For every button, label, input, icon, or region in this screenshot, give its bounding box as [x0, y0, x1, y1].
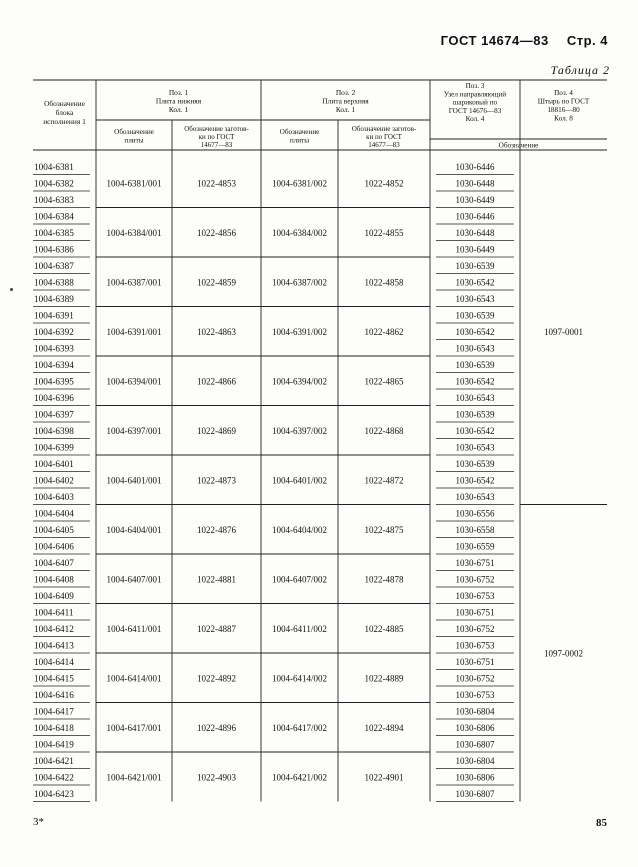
upper-plate-cell: 1004-6387/002: [272, 277, 327, 288]
pos3-header: Поз. 3: [465, 82, 485, 90]
lower-blank-cell: 1022-4869: [197, 425, 236, 436]
block-cell: 1004-6401: [34, 459, 74, 469]
lower-plate-cell: 1004-6417/001: [106, 722, 162, 733]
lower-plate-cell: 1004-6381/001: [106, 178, 162, 189]
upper-plate-cell: 1004-6381/002: [272, 178, 327, 189]
block-cell: 1004-6399: [34, 442, 74, 453]
pos4-cell: 1097-0002: [544, 648, 583, 659]
blank-subheader: 14677—83: [200, 141, 233, 149]
lower-plate-cell: 1004-6384/001: [106, 227, 162, 238]
upper-blank-cell: 1022-4872: [364, 475, 404, 486]
pos3-header: шариковый по: [452, 98, 498, 107]
plate-subheader: плиты: [289, 136, 310, 145]
block-cell: 1004-6394: [34, 360, 74, 370]
block-cell: 1004-6404: [34, 508, 74, 519]
lower-plate-cell: 1004-6394/001: [106, 376, 162, 387]
pos4-header: Штырь по ГОСТ: [537, 97, 590, 106]
blank-subheader: Обозначение заготов-: [351, 125, 417, 133]
guide-cell: 1030-6558: [455, 525, 495, 535]
block-cell: 1004-6412: [34, 624, 74, 634]
block-cell: 1004-6383: [34, 195, 74, 205]
lower-plate-cell: 1004-6411/001: [106, 623, 162, 634]
upper-plate-cell: 1004-6407/002: [272, 574, 327, 585]
guide-cell: 1030-6807: [455, 789, 495, 799]
blank-subheader: Обозначение заготов-: [184, 125, 249, 133]
block-cell: 1004-6391: [34, 310, 74, 321]
upper-plate-cell: 1004-6401/002: [272, 475, 327, 486]
block-cell: 1004-6418: [34, 723, 74, 733]
guide-cell: 1030-6752: [455, 624, 495, 634]
parts-table-grid: [33, 80, 607, 810]
guide-cell: 1030-6556: [455, 508, 495, 519]
block-cell: 1004-6396: [34, 393, 74, 403]
pos3-header: Кол. 4: [465, 115, 485, 124]
lower-plate-cell: 1004-6401/001: [106, 475, 162, 486]
lower-blank-cell: 1022-4896: [197, 722, 236, 733]
block-cell: 1004-6419: [34, 739, 74, 750]
pos4-cell: 1097-0001: [544, 326, 583, 337]
block-cell: 1004-6395: [34, 376, 74, 387]
upper-blank-cell: 1022-4865: [364, 376, 404, 387]
upper-blank-cell: 1022-4889: [364, 673, 404, 684]
footer-mark: 3*: [33, 816, 44, 828]
block-cell: 1004-6392: [34, 327, 74, 337]
lower-plate-cell: 1004-6407/001: [106, 574, 162, 585]
guide-cell: 1030-6806: [455, 772, 495, 783]
block-cell: 1004-6411: [34, 607, 74, 618]
block-cell: 1004-6409: [34, 591, 74, 601]
block-header: исполнения 1: [43, 117, 86, 126]
guide-cell: 1030-6542: [455, 376, 495, 387]
lower-plate-cell: 1004-6421/001: [106, 772, 162, 783]
upper-plate-cell: 1004-6414/002: [272, 673, 327, 684]
parts-table: [33, 80, 607, 810]
guide-cell: 1030-6542: [455, 426, 495, 436]
block-cell: 1004-6422: [34, 772, 74, 783]
upper-blank-cell: 1022-4885: [364, 623, 404, 634]
guide-cell: 1030-6539: [455, 310, 495, 321]
pos2-header: Плита верхняя: [322, 96, 369, 106]
block-cell: 1004-6415: [34, 673, 74, 684]
block-cell: 1004-6393: [34, 343, 74, 354]
lower-blank-cell: 1022-4873: [197, 475, 236, 486]
guide-cell: 1030-6753: [455, 690, 495, 700]
block-cell: 1004-6408: [34, 574, 74, 585]
gost-number: ГОСТ 14674—83: [440, 33, 549, 48]
block-cell: 1004-6414: [34, 657, 74, 667]
upper-blank-cell: 1022-4852: [364, 178, 404, 189]
lower-blank-cell: 1022-4856: [197, 227, 236, 238]
pos3-header: Узел направляющий: [443, 90, 507, 99]
lower-blank-cell: 1022-4881: [197, 574, 236, 585]
guide-cell: 1030-6539: [455, 459, 495, 469]
pos1-header: Поз. 1: [168, 88, 189, 97]
guide-cell: 1030-6446: [455, 162, 495, 172]
guide-cell: 1030-6449: [455, 244, 495, 255]
lower-blank-cell: 1022-4853: [197, 178, 236, 189]
guide-cell: 1030-6448: [455, 228, 495, 238]
guide-cell: 1030-6752: [455, 673, 495, 684]
block-cell: 1004-6385: [34, 228, 74, 238]
guide-cell: 1030-6539: [455, 409, 495, 420]
page-label: Стр. 4: [566, 33, 608, 48]
block-cell: 1004-6403: [34, 492, 74, 502]
guide-cell: 1030-6559: [455, 541, 495, 552]
block-cell: 1004-6405: [34, 525, 74, 535]
guide-cell: 1030-6542: [455, 327, 495, 337]
guide-cell: 1030-6446: [455, 211, 495, 222]
guide-cell: 1030-6543: [455, 343, 495, 354]
guide-cell: 1030-6539: [455, 360, 495, 370]
lower-plate-cell: 1004-6414/001: [106, 673, 162, 684]
plate-subheader: плиты: [124, 136, 144, 145]
guide-cell: 1030-6806: [455, 723, 495, 733]
lower-blank-cell: 1022-4863: [197, 326, 236, 337]
guide-cell: 1030-6751: [455, 607, 495, 618]
upper-blank-cell: 1022-4901: [364, 772, 404, 783]
guide-cell: 1030-6753: [455, 591, 495, 601]
blank-subheader: ки по ГОСТ: [366, 133, 402, 141]
lower-plate-cell: 1004-6387/001: [106, 277, 162, 288]
upper-plate-cell: 1004-6421/002: [272, 772, 327, 783]
pos1-header: Кол. 1: [168, 105, 189, 114]
upper-blank-cell: 1022-4855: [364, 227, 404, 238]
block-cell: 1004-6423: [34, 789, 74, 799]
upper-blank-cell: 1022-4868: [364, 425, 404, 436]
upper-blank-cell: 1022-4875: [364, 524, 404, 535]
guide-cell: 1030-6448: [455, 178, 495, 189]
upper-blank-cell: 1022-4862: [364, 326, 404, 337]
designation-subheader: Обозначение: [498, 141, 539, 150]
block-cell: 1004-6386: [34, 244, 74, 255]
block-cell: 1004-6382: [34, 178, 74, 189]
upper-plate-cell: 1004-6397/002: [272, 425, 327, 436]
pos1-header: Плита нижняя: [155, 96, 202, 106]
guide-cell: 1030-6807: [455, 739, 495, 750]
guide-cell: 1030-6751: [455, 558, 495, 568]
lower-plate-cell: 1004-6404/001: [106, 524, 162, 535]
guide-cell: 1030-6449: [455, 195, 495, 205]
upper-plate-cell: 1004-6391/002: [272, 326, 327, 337]
block-cell: 1004-6398: [34, 426, 74, 436]
lower-plate-cell: 1004-6397/001: [106, 425, 162, 436]
block-cell: 1004-6402: [34, 475, 74, 486]
guide-cell: 1030-6751: [455, 657, 495, 667]
blank-subheader: ки по ГОСТ: [198, 133, 235, 141]
guide-cell: 1030-6543: [455, 492, 495, 502]
upper-plate-cell: 1004-6394/002: [272, 376, 327, 387]
upper-plate-cell: 1004-6384/002: [272, 227, 327, 238]
lower-blank-cell: 1022-4887: [197, 623, 236, 634]
lower-blank-cell: 1022-4866: [197, 376, 236, 387]
plate-subheader: Обозначение: [279, 128, 320, 136]
block-cell: 1004-6381: [34, 162, 74, 172]
guide-cell: 1030-6539: [455, 261, 495, 271]
block-cell: 1004-6397: [34, 409, 74, 420]
upper-plate-cell: 1004-6411/002: [272, 623, 327, 634]
lower-blank-cell: 1022-4859: [197, 277, 236, 288]
page-number: 85: [596, 817, 607, 829]
block-header: блока: [55, 108, 74, 117]
lower-plate-cell: 1004-6391/001: [106, 326, 162, 337]
plate-subheader: Обозначение: [114, 128, 154, 136]
pos4-header: 18816—80: [547, 106, 580, 114]
block-cell: 1004-6407: [34, 558, 74, 568]
block-header: Обозначение: [44, 99, 85, 108]
block-cell: 1004-6384: [34, 211, 74, 222]
block-cell: 1004-6417: [34, 706, 74, 717]
block-cell: 1004-6421: [34, 756, 74, 766]
pos4-header: Кол. 8: [554, 114, 573, 123]
block-cell: 1004-6413: [34, 640, 74, 651]
guide-cell: 1030-6752: [455, 574, 495, 585]
block-cell: 1004-6388: [34, 277, 74, 288]
guide-cell: 1030-6543: [455, 442, 495, 453]
block-cell: 1004-6406: [34, 541, 74, 552]
upper-blank-cell: 1022-4894: [364, 722, 404, 733]
table-title: Таблица 2: [550, 63, 610, 77]
upper-plate-cell: 1004-6404/002: [272, 524, 327, 535]
pos4-header: Поз. 4: [554, 89, 573, 97]
guide-cell: 1030-6542: [455, 475, 495, 486]
block-cell: 1004-6416: [34, 690, 74, 700]
page-header: [441, 33, 608, 48]
block-cell: 1004-6389: [34, 294, 74, 304]
guide-cell: 1030-6543: [455, 294, 495, 304]
guide-cell: 1030-6542: [455, 277, 495, 288]
upper-blank-cell: 1022-4858: [364, 277, 404, 288]
upper-plate-cell: 1004-6417/002: [272, 722, 327, 733]
guide-cell: 1030-6753: [455, 640, 495, 651]
guide-cell: 1030-6804: [455, 706, 495, 717]
lower-blank-cell: 1022-4892: [197, 673, 236, 684]
lower-blank-cell: 1022-4876: [197, 524, 236, 535]
pos2-header: Поз. 2: [335, 88, 356, 97]
guide-cell: 1030-6543: [455, 393, 495, 403]
block-cell: 1004-6387: [34, 261, 74, 271]
blank-subheader: 14677—83: [368, 141, 400, 149]
guide-cell: 1030-6804: [455, 756, 495, 766]
scan-speck: [10, 288, 13, 291]
upper-blank-cell: 1022-4878: [364, 574, 404, 585]
pos2-header: Кол. 1: [335, 105, 356, 114]
lower-blank-cell: 1022-4903: [197, 772, 236, 783]
pos3-header: ГОСТ 14676—83: [448, 106, 502, 115]
